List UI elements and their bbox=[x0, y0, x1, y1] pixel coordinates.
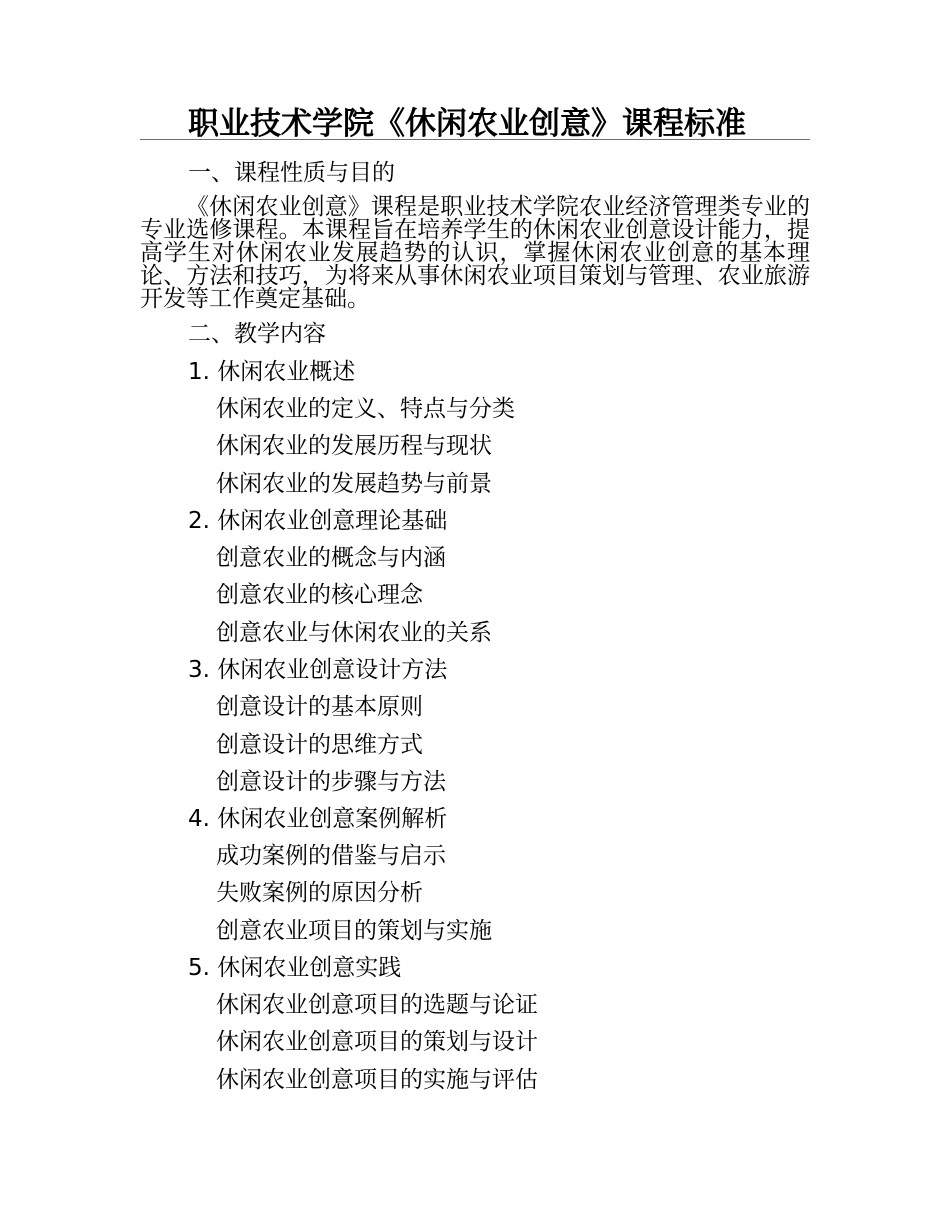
page-title: 职业技术学院《休闲农业创意》课程标准 bbox=[188, 106, 746, 142]
section-paragraph-nature-purpose: 《休闲农业创意》课程是职业技术学院农业经济管理类专业的专业选修课程。本课程旨在培养学生的休闲农业创意设计能力，提高学生对休闲农业发展趋势的认识，掌握休闲农业创意的基本理论、方法和技巧，为将来从事休闲农业项目策划与管理、农业旅游开发等工作奠定基础。 bbox=[140, 194, 810, 312]
topic-item: 休闲农业创意项目的策划与设计 bbox=[216, 1029, 538, 1055]
topic-item: 休闲农业创意项目的选题与论证 bbox=[216, 992, 538, 1018]
topic-heading: 5. 休闲农业创意实践 bbox=[188, 955, 402, 981]
topic-heading: 1. 休闲农业概述 bbox=[188, 359, 356, 385]
topic-heading: 4. 休闲农业创意案例解析 bbox=[188, 806, 448, 832]
topic-item: 休闲农业的定义、特点与分类 bbox=[216, 396, 515, 422]
topic-item: 创意设计的思维方式 bbox=[216, 732, 423, 758]
topic-item: 成功案例的借鉴与启示 bbox=[216, 843, 446, 869]
topic-heading: 2. 休闲农业创意理论基础 bbox=[188, 508, 448, 534]
topic-item: 休闲农业的发展历程与现状 bbox=[216, 433, 492, 459]
topic-item: 创意农业的核心理念 bbox=[216, 582, 423, 608]
section-heading-teaching-content: 二、教学内容 bbox=[188, 321, 326, 347]
section-heading-nature-purpose: 一、课程性质与目的 bbox=[188, 160, 395, 186]
topic-item: 休闲农业创意项目的实施与评估 bbox=[216, 1067, 538, 1093]
topic-item: 创意设计的基本原则 bbox=[216, 694, 423, 720]
topic-item: 创意设计的步骤与方法 bbox=[216, 769, 446, 795]
topic-heading: 3. 休闲农业创意设计方法 bbox=[188, 657, 448, 683]
topic-item: 失败案例的原因分析 bbox=[216, 880, 423, 906]
title-underline bbox=[140, 139, 810, 140]
topic-item: 休闲农业的发展趋势与前景 bbox=[216, 471, 492, 497]
topic-item: 创意农业的概念与内涵 bbox=[216, 545, 446, 571]
topic-item: 创意农业项目的策划与实施 bbox=[216, 918, 492, 944]
topic-item: 创意农业与休闲农业的关系 bbox=[216, 620, 492, 646]
